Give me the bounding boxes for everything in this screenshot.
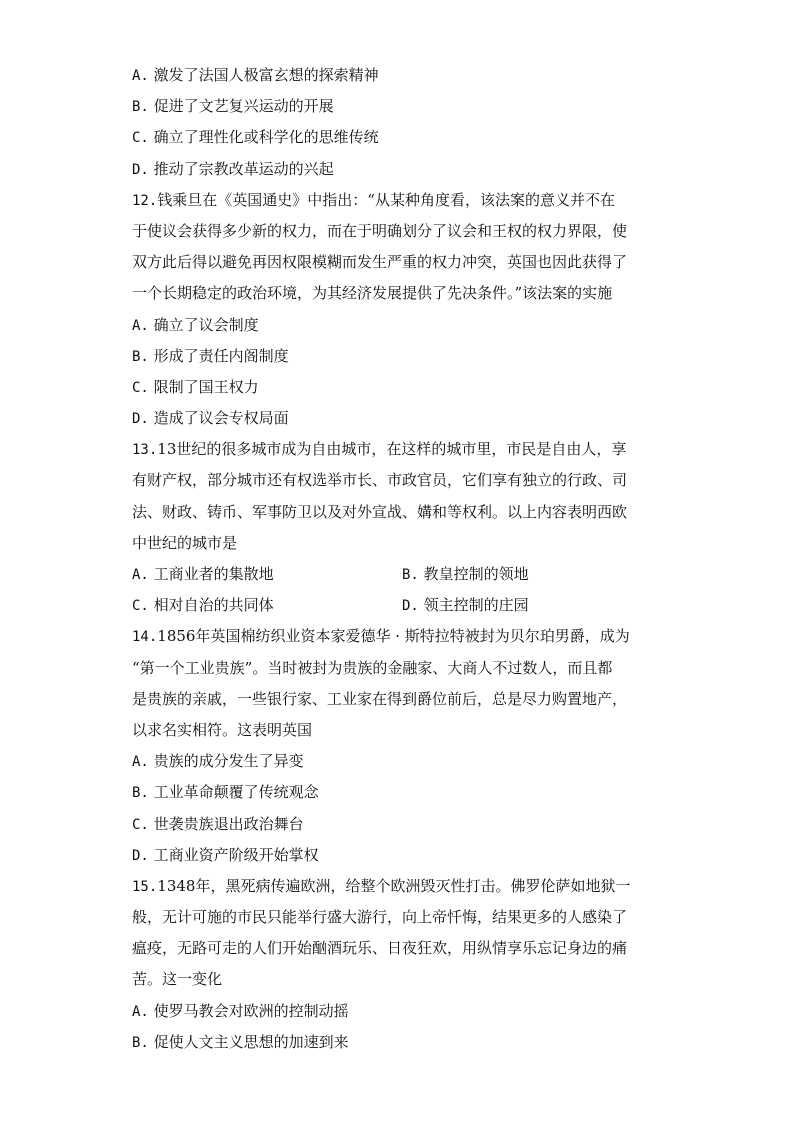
q15-stem-line: 般，无计可施的市民只能举行盛大游行，向上帝忏悔，结果更多的人感染了 — [132, 908, 628, 927]
q13-stem-line: 法、财政、铸币、军事防卫以及对外宣战、媾和等权利。以上内容表明西欧 — [132, 502, 628, 521]
q14-number: 14. — [132, 629, 158, 646]
q14-option-c: C. 世袭贵族退出政治舞台 — [132, 814, 304, 833]
q14-stem-line: 14.1856年英国棉纺织业资本家爱德华 · 斯特拉特被封为贝尔珀男爵，成为 — [132, 627, 630, 646]
q14-option-a: A. 贵族的成分发生了异变 — [132, 752, 304, 771]
q15-stem-line: 瘟疫，无路可走的人们开始酗酒玩乐、日夜狂欢，用纵情享乐忘记身边的痛 — [132, 939, 628, 958]
q13-stem-line: 中世纪的城市是 — [132, 533, 238, 552]
q11-option-d: D. 推动了宗教改革运动的兴起 — [132, 159, 334, 178]
q14-option-b: B. 工业革命颠覆了传统观念 — [132, 783, 319, 802]
q12-option-a: A. 确立了议会制度 — [132, 315, 259, 334]
q12-stem-line: 一个长期稳定的政治环境，为其经济发展提供了先决条件。”该法案的实施 — [132, 284, 613, 303]
q13-number: 13. — [132, 442, 158, 459]
q14-stem-line: “第一个工业贵族”。当时被封为贵族的金融家、大商人不过数人，而且都 — [132, 658, 613, 677]
q12-stem-line: 于使议会获得多少新的权力，而在于明确划分了议会和王权的权力界限，使 — [132, 221, 628, 240]
q12-stem-line: 双方此后得以避免再因权限模糊而发生严重的权力冲突，英国也因此获得了 — [132, 253, 628, 272]
q13-stem-line: 13.13世纪的很多城市成为自由城市，在这样的城市里，市民是自由人，享 — [132, 440, 627, 459]
q15-number: 15. — [132, 878, 158, 895]
q13-options-row — [132, 559, 672, 590]
q13-option-a: A. 工商业者的集散地 — [132, 565, 274, 583]
q13-option-d: D. 领主控制的庄园 — [402, 596, 529, 615]
q12-option-c: C. 限制了国王权力 — [132, 377, 259, 396]
q12-number: 12. — [132, 192, 158, 209]
q15-stem-line: 15.1348年，黑死病传遍欧洲，给整个欧洲毁灭性打击。佛罗伦萨如地狱一 — [132, 876, 631, 895]
q11-option-a: A. 激发了法国人极富玄想的探索精神 — [132, 66, 379, 84]
q11-option-b: B. 促进了文艺复兴运动的开展 — [132, 97, 334, 116]
q13-option-b: B. 教皇控制的领地 — [402, 565, 529, 583]
q14-stem-line: 以求名实相符。这表明英国 — [132, 720, 313, 739]
q12-option-d: D. 造成了议会专权局面 — [132, 409, 289, 428]
q14-option-d: D. 工商业资产阶级开始掌权 — [132, 845, 319, 864]
q12-stem-line: 12.钱乘旦在《英国通史》中指出：“从某种角度看，该法案的意义并不在 — [132, 190, 615, 209]
q13-options-row — [132, 590, 672, 621]
q15-option-b: B. 促使人文主义思想的加速到来 — [132, 1032, 349, 1051]
q12-option-b: B. 形成了责任内阁制度 — [132, 346, 289, 365]
q14-stem-line: 是贵族的亲戚，一些银行家、工业家在得到爵位前后，总是尽力购置地产， — [132, 689, 628, 708]
q13-option-c: C. 相对自治的共同体 — [132, 596, 274, 615]
exam-page — [132, 60, 672, 1058]
q15-option-a: A. 使罗马教会对欧洲的控制动摇 — [132, 1001, 349, 1020]
q11-option-c: C. 确立了理性化或科学化的思维传统 — [132, 128, 379, 147]
q13-stem-line: 有财产权，部分城市还有权选举市长、市政官员，它们享有独立的行政、司 — [132, 471, 628, 490]
q15-stem-line: 苦。这一变化 — [132, 970, 223, 989]
